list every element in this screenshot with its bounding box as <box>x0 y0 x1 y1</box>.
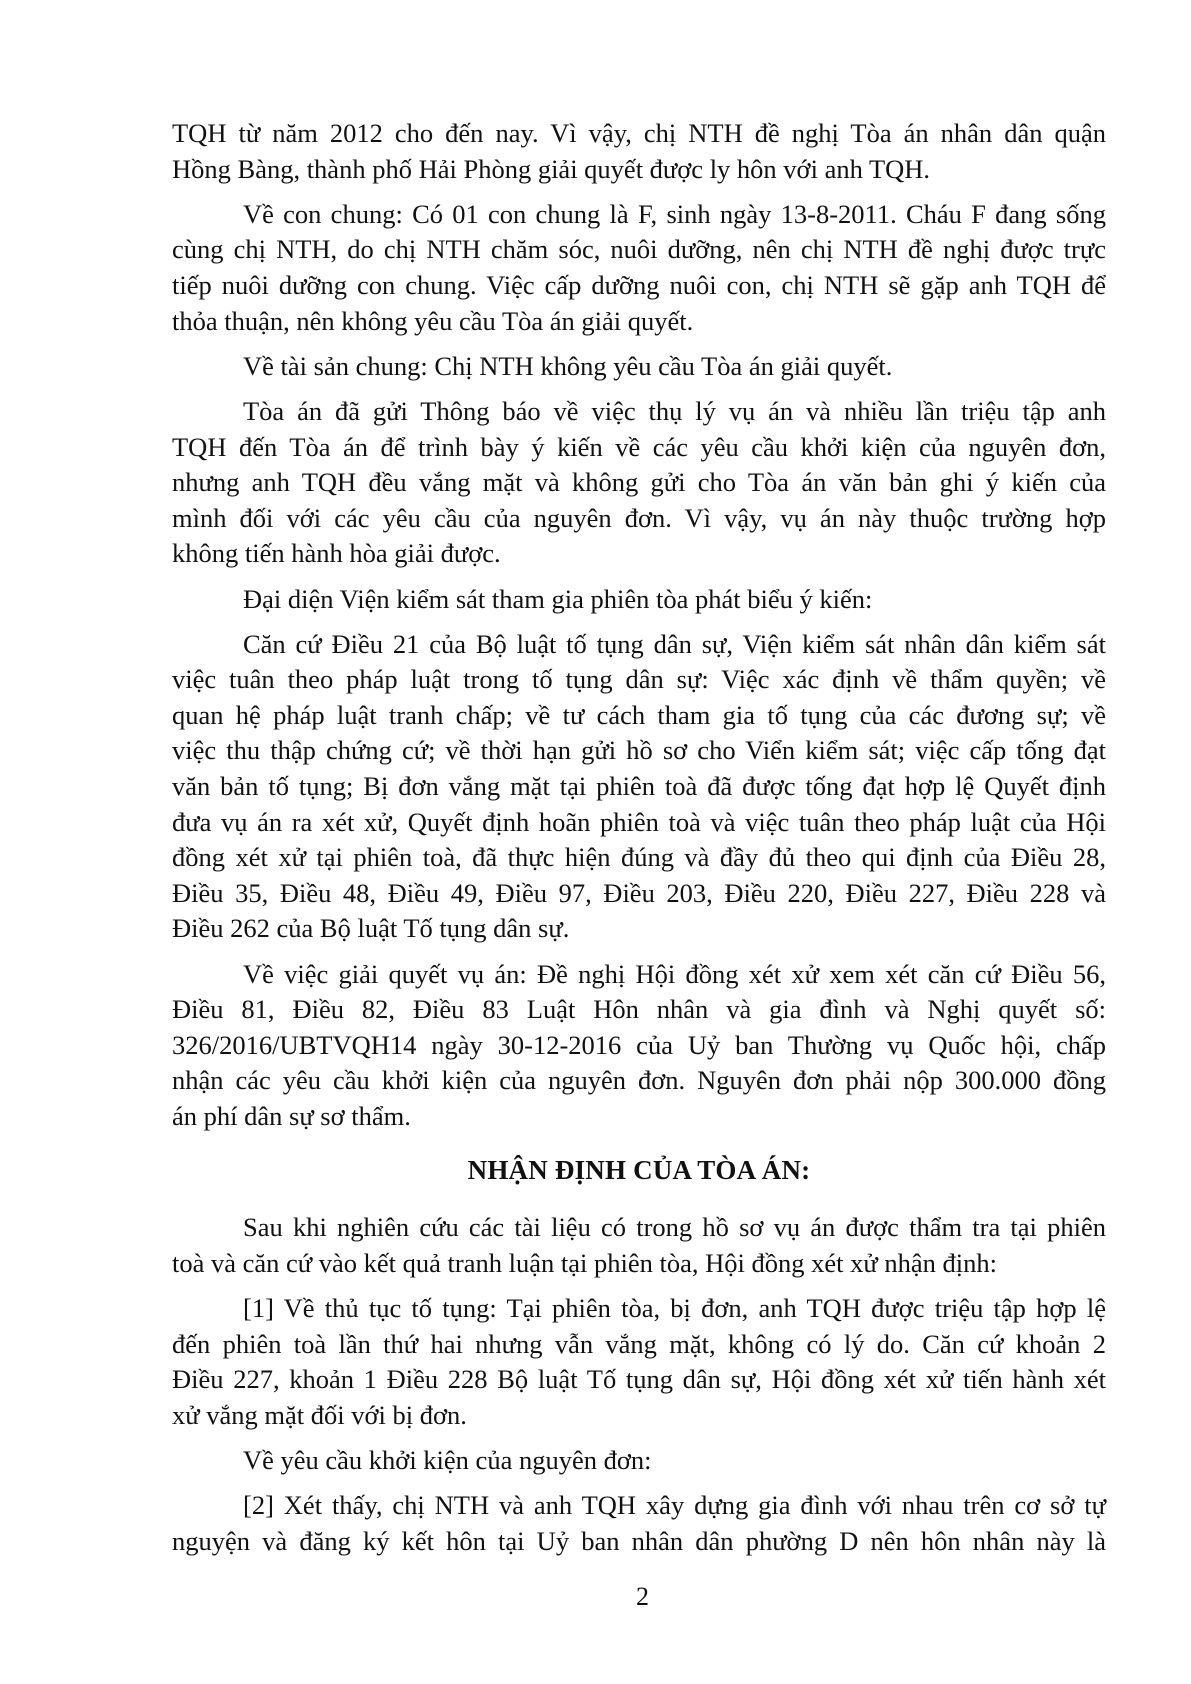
text-line: văn bản tố tụng; Bị đơn vắng mặt tại phiên toà đã được tống đạt hợp lệ Quyết định <box>172 771 1106 802</box>
text-line: cùng chị NTH, do chị NTH chăm sóc, nuôi dưỡng, nên chị NTH đề nghị được trực <box>172 234 1106 265</box>
paragraph <box>172 197 1106 339</box>
paragraph <box>172 627 1106 947</box>
text-line: Về yêu cầu khởi kiện của nguyên đơn: <box>243 1444 652 1475</box>
text-line: Về việc giải quyết vụ án: Đề nghị Hội đồng xét xử xem xét căn cứ Điều 56, <box>243 958 1106 989</box>
text-line: Căn cứ Điều 21 của Bộ luật tố tụng dân sự, Viện kiểm sát nhân dân kiểm sát <box>243 628 1106 659</box>
document-page <box>172 116 1106 1569</box>
text-line: nhưng anh TQH đều vắng mặt và không gửi cho Tòa án văn bản ghi ý kiến của <box>172 467 1106 498</box>
text-line: thỏa thuận, nên không yêu cầu Tòa án giải quyết. <box>172 305 694 336</box>
text-line: Về tài sản chung: Chị NTH không yêu cầu Tòa án giải quyết. <box>243 350 893 381</box>
paragraph <box>172 1443 1106 1479</box>
text-line: đến phiên toà lần thứ hai nhưng vẫn vắng mặt, không có lý do. Căn cứ khoản 2 <box>172 1328 1106 1359</box>
text-line: mình đối với các yêu cầu của nguyên đơn. Vì vậy, vụ án này thuộc trường hợp <box>172 502 1106 533</box>
paragraph <box>172 957 1106 1135</box>
text-line: 326/2016/UBTVQH14 ngày 30-12-2016 của Uỷ ban Thường vụ Quốc hội, chấp <box>172 1029 1106 1060</box>
text-line: nhận các yêu cầu khởi kiện của nguyên đơn. Nguyên đơn phải nộp 300.000 đồng <box>172 1065 1106 1096</box>
body-section-before-heading <box>172 116 1106 1135</box>
text-line: Tòa án đã gửi Thông báo về việc thụ lý vụ án và nhiều lần triệu tập anh <box>243 395 1106 426</box>
text-line: Hồng Bàng, thành phố Hải Phòng giải quyết được ly hôn với anh TQH. <box>172 153 931 184</box>
paragraph <box>172 116 1106 187</box>
body-section-after-heading <box>172 1210 1106 1559</box>
text-line: Điều 227, khoản 1 Điều 228 Bộ luật Tố tụng dân sự, Hội đồng xét xử tiến hành xét <box>172 1364 1106 1395</box>
text-line: Về con chung: Có 01 con chung là F, sinh ngày 13-8-2011. Cháu F đang sống <box>243 198 1106 229</box>
paragraph <box>172 349 1106 385</box>
section-heading: NHẬN ĐỊNH CỦA TÒA ÁN: <box>467 1154 811 1185</box>
text-line: Đại diện Viện kiểm sát tham gia phiên tòa phát biểu ý kiến: <box>243 583 873 614</box>
paragraph <box>172 394 1106 572</box>
paragraph <box>172 1291 1106 1433</box>
text-line: xử vắng mặt đối với bị đơn. <box>172 1399 467 1430</box>
text-line: toà và căn cứ vào kết quả tranh luận tại phiên tòa, Hội đồng xét xử nhận định: <box>172 1247 997 1278</box>
text-line: án phí dân sự sơ thẩm. <box>172 1101 411 1131</box>
text-line: Điều 262 của Bộ luật Tố tụng dân sự. <box>172 913 570 944</box>
text-line: đưa vụ án ra xét xử, Quyết định hoãn phiên toà và việc tuân theo pháp luật của Hội <box>172 806 1106 837</box>
text-line: đồng xét xử tại phiên toà, đã thực hiện đúng và đầy đủ theo qui định của Điều 28, <box>172 842 1106 873</box>
text-line: nguyện và đăng ký kết hôn tại Uỷ ban nhân dân phường D nên hôn nhân này là <box>172 1525 1106 1556</box>
text-line: quan hệ pháp luật tranh chấp; về tư cách tham gia tố tụng của các đương sự; về <box>172 699 1106 730</box>
text-line: Điều 81, Điều 82, Điều 83 Luật Hôn nhân và gia đình và Nghị quyết số: <box>172 994 1106 1025</box>
text-line: TQH đến Tòa án để trình bày ý kiến về các yêu cầu khởi kiện của nguyên đơn, <box>172 431 1106 462</box>
text-line: TQH từ năm 2012 cho đến nay. Vì vậy, chị NTH đề nghị Tòa án nhân dân quận <box>172 118 1106 148</box>
text-line: việc thu thập chứng cứ; về thời hạn gửi hồ sơ cho Viển kiểm sát; việc cấp tống đạt <box>172 735 1106 766</box>
page-number: 2 <box>636 1582 649 1611</box>
text-line: không tiến hành hòa giải được. <box>172 538 501 569</box>
paragraph <box>172 1210 1106 1281</box>
paragraph <box>172 1488 1106 1559</box>
paragraph <box>172 582 1106 618</box>
text-line: Sau khi nghiên cứu các tài liệu có trong hồ sơ vụ án được thẩm tra tại phiên <box>243 1212 1106 1243</box>
text-line: [1] Về thủ tục tố tụng: Tại phiên tòa, bị đơn, anh TQH được triệu tập hợp lệ <box>243 1292 1106 1323</box>
text-line: tiếp nuôi dưỡng con chung. Việc cấp dưỡng nuôi con, chị NTH sẽ gặp anh TQH để <box>172 269 1106 300</box>
text-line: [2] Xét thấy, chị NTH và anh TQH xây dựng gia đình với nhau trên cơ sở tự <box>243 1490 1106 1521</box>
text-line: việc tuân theo pháp luật trong tố tụng dân sự: Việc xác định về thẩm quyền; về <box>172 664 1106 695</box>
text-line: Điều 35, Điều 48, Điều 49, Điều 97, Điều 203, Điều 220, Điều 227, Điều 228 và <box>172 877 1106 908</box>
